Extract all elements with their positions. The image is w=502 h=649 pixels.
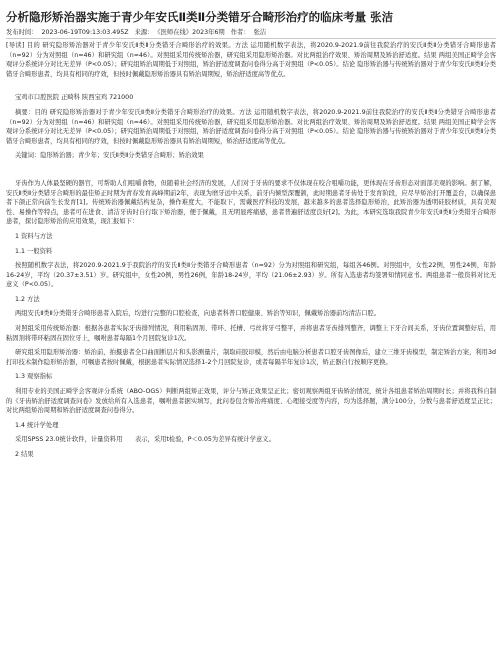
source-label: 来源： [134,29,154,36]
section-2-heading: 2 结果 [15,451,34,458]
section-1-2-paragraph-b: 对照组采用传统矫治器：根据各患者实际牙齿排列情况，利用粘固剂、带环、托槽、弓丝将牙弓整平，并将患者牙齿排列整齐，调整上下牙合间关系，牙齿位置调整好后，用粘固剂将带环粘固在固位牙上，嘱咐患者每隔1个月回院复诊1次。 [6,325,496,342]
affiliation: 宝鸡市口腔医院 正畸科 陕西宝鸡 721000 [15,94,134,102]
article-meta [6,28,496,37]
section-1-4-paragraph: 采用SPSS 23.0统计软件，计量资料用 表示，采用t检验，P＜0.05为差异有统计学意义。 [15,436,275,444]
publish-time-label: 发布时间： [6,29,38,36]
section-1-2-paragraph-a: 两组安氏Ⅱ类Ⅱ分类错牙合畸形患者入院后，均进行完整的口腔检查，向患者科普口腔健康、矫治等知识，佩戴矫治器前均清洁口腔。 [15,310,381,318]
publish-time: 2023-06-19T09:13:03.495Z [41,29,129,36]
section-1-1-heading: 1.1 一般资料 [15,247,53,255]
keywords: 关键词：隐形矫治器；青少年；安氏Ⅱ类Ⅱ分类错牙合畸形；矫治效果 [15,152,204,160]
meta-divider [6,38,496,39]
abstract: 摘要：目的 研究隐形矫治器对于青少年安氏Ⅱ类Ⅱ分类错牙合畸形治疗的效果。方法 运用随机数字表法，将2020.9-2021.9前往我院治疗的安氏Ⅱ类Ⅱ分类错牙合畸形患者（n=92）分为对照组（n=46）和研究组（n=46）。对照组采用传统矫治器，研究组采用隐形矫治器。对比两组治疗效果、矫治周期及矫治舒适度。结果 两组美国正畸学会客观评分系统评分对比无差异（P<0.05）；研究组矫治周期低于对照组，矫治舒适度调查问卷得分高于对照组（P<0.05）。结论 隐形矫治器与传统矫治器对于青少年安氏Ⅱ类Ⅱ分类错牙合畸形患者，均具有相同的疗效，但按时佩戴隐形矫治器具有矫治周期短，矫治舒适度高等优点。 [6,108,496,145]
section-1-3-heading: 1.3 观察指标 [15,373,53,381]
section-1-2-paragraph-c: 研究组采用隐形矫治器：矫治前，拍摄患者全口曲面断层片和头影测量片，制取硅胶印模，然后由电脑分析患者口腔牙齿图像后，建立三维牙齿模型，制定矫治方案，利用3d打印技术制作隐形矫治器，可嘱患者按时佩戴，根据患者实际情况选择1-2个月回院复诊，或者每隔半年复诊1次，矫正器自行按顺序更换。 [6,349,496,366]
section-1-1-paragraph: 按照随机数字表法，将2020.9-2021.9于我院治疗的安氏Ⅱ类Ⅱ分类错牙合畸形患者（n=92）分为对照组和研究组，每组各46例。对照组中，女性22例，男性24例，年龄16-24岁，平均（20.37±3.51）岁。研究组中，女性20例，男性26例，年龄18-24岁，平均（21.06±2.93）岁。所有入选患者均签署知情同意书。两组患者一般资料对比无意义（P<0.05）。 [6,262,496,289]
guide-abstract: [导读] 目的 研究隐形矫治器对于青少年安氏Ⅱ类Ⅱ分类错牙合畸形治疗的效果。方法 运用随机数字表法，将2020.9-2021.9前往我院治疗的安氏Ⅱ类Ⅱ分类错牙合畸形患者（n=92）分为对照组（n=46）和研究组（n=46）。对照组采用传统矫治器，研究组采用隐形矫治器。对比两组治疗效果、矫治周期及矫治舒适度。结果 两组美国正畸学会客观评分系统评分对比无差异（P<0.05）；研究组矫治周期低于对照组，矫治舒适度调查问卷得分高于对照组（P<0.05）。结论 隐形矫治器与传统矫治器对于青少年安氏Ⅱ类Ⅱ分类错牙合畸形患者，均具有相同的疗效，但按时佩戴隐形矫治器具有矫治周期短，矫治舒适度高等优点。 [6,42,496,78]
article-title: 分析隐形矫治器实施于青少年安氏Ⅱ类Ⅱ分类错牙合畸形治疗的临床考量 张洁 [6,10,394,24]
intro-paragraph: 牙齿作为人体最坚硬的器官，可帮助人们咀嚼食物，但随着社会经济的发展，人们对于牙齿的要求不仅体现在咬合咀嚼功能，更体现在牙齿形态对面部美观的影响。据了解，安氏Ⅱ类Ⅱ分类错牙合畸形的最佳矫正时期为青春发育高峰期前2年，表现为磨牙远中关系，前牙内倾型深覆颌，此时期患者牙齿处于发育阶段，应尽早矫治打开覆盖台，以确保患者下颌正常向前生长发育[1]。传统矫治器佩戴结构复杂，操作难度大，不能取下，需戴医疗科技的发展，越来越多的患者选择隐形矫治，此矫治器为透明硅胶材质，具有美观性、易操作等特点，患者可在进食、清洁牙齿时自行取下矫治器，便于佩戴，且无明显疼痛感，患者普遍舒适度良好[2]。为此，本研究选取我院青少年安氏Ⅱ类Ⅱ分类错牙合畸形患者，探讨隐形矫治的应用效果，现汇报如下： [6,179,496,226]
section-1-3-paragraph: 利用专业的美国正畸学会客观评分系统（ABO-OGS）判断两组矫正效果，评分与矫正效果呈正比；密切观察两组牙齿矫治情况，统计各组患者矫治周期时长；并将我科自制的《牙齿矫治舒适度调查问卷》发放给所有入选患者，嘱咐患者据实填写，此问卷包含矫治疼痛度、心理接受度等内容，均为选择题，满分100分，分数与患者舒适度呈正比；对比两组矫治周期和矫治舒适度调查问卷得分。 [6,388,496,415]
source: 《医师在线》2023年6期 [157,29,225,36]
section-1-2-heading: 1.2 方法 [15,295,40,303]
section-1-4-heading: 1.4 统计学处理 [15,421,59,429]
author: 张洁 [253,29,267,36]
section-1-heading: 1 资料与方法 [15,232,53,240]
author-label: 作者： [230,29,250,36]
